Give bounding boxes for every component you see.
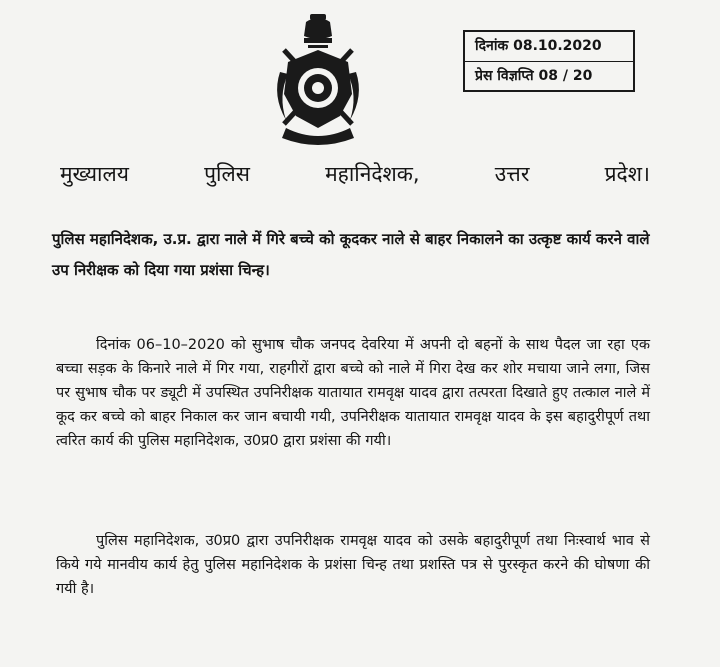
- release-date: दिनांक 08.10.2020: [475, 38, 602, 54]
- office-title-word: प्रदेश।: [604, 162, 650, 186]
- body-paragraph-1: दिनांक 06–10–2020 को सुभाष चौक जनपद देवरिया में अपनी दो बहनों के साथ पैदल जा रहा एक बच्चा सड़क के किनारे नाले में गिर गया, राहगीरों द्वारा बच्चे को नाले में गिरा देख कर शोर मचाया जाने लगा, जिस पर सुभाष चौक पर ड्यूटी में उपस्थित उपनिरीक्षक यातायात रामवृक्ष यादव द्वारा तत्परता दिखाते हुए तत्काल नाले में कूद कर बच्चे को बाहर निकाल कर जान बचायी गयी, उपनिरीक्षक यातायात रामवृक्ष यादव के इस बहादुरीपूर्ण तथा त्वरित कार्य की पुलिस महानिदेशक, उ0प्र0 द्वारा प्रशंसा की गयी।: [56, 336, 650, 449]
- up-police-emblem-icon: [270, 12, 366, 148]
- office-title-word: पुलिस: [204, 162, 250, 186]
- office-title-word: महानिदेशक,: [325, 162, 420, 186]
- subject-heading: पुलिस महानिदेशक, उ.प्र. द्वारा नाले में गिरे बच्चे को कूदकर नाले से बाहर निकालने का उत्कृष्ट कार्य करने वाले उप निरीक्षक को दिया गया प्रशंसा चिन्ह।: [52, 230, 650, 279]
- body-paragraph-2: पुलिस महानिदेशक, उ0प्र0 द्वारा उपनिरीक्षक रामवृक्ष यादव को उसके बहादुरीपूर्ण तथा निःस्वार्थ भाव से किये गये मानवीय कार्य हेतु पुलिस महानिदेशक के प्रशंसा चिन्ह तथा प्रशस्ति पत्र से पुरस्कृत करने की घोषणा की गयी है।: [56, 532, 650, 597]
- press-release-number: प्रेस विज्ञप्ति 08 / 20: [465, 61, 633, 91]
- office-title-word: मुख्यालय: [60, 162, 129, 186]
- reference-box: [463, 30, 635, 92]
- office-title: [60, 160, 650, 188]
- office-title-word: उत्तर: [494, 162, 530, 186]
